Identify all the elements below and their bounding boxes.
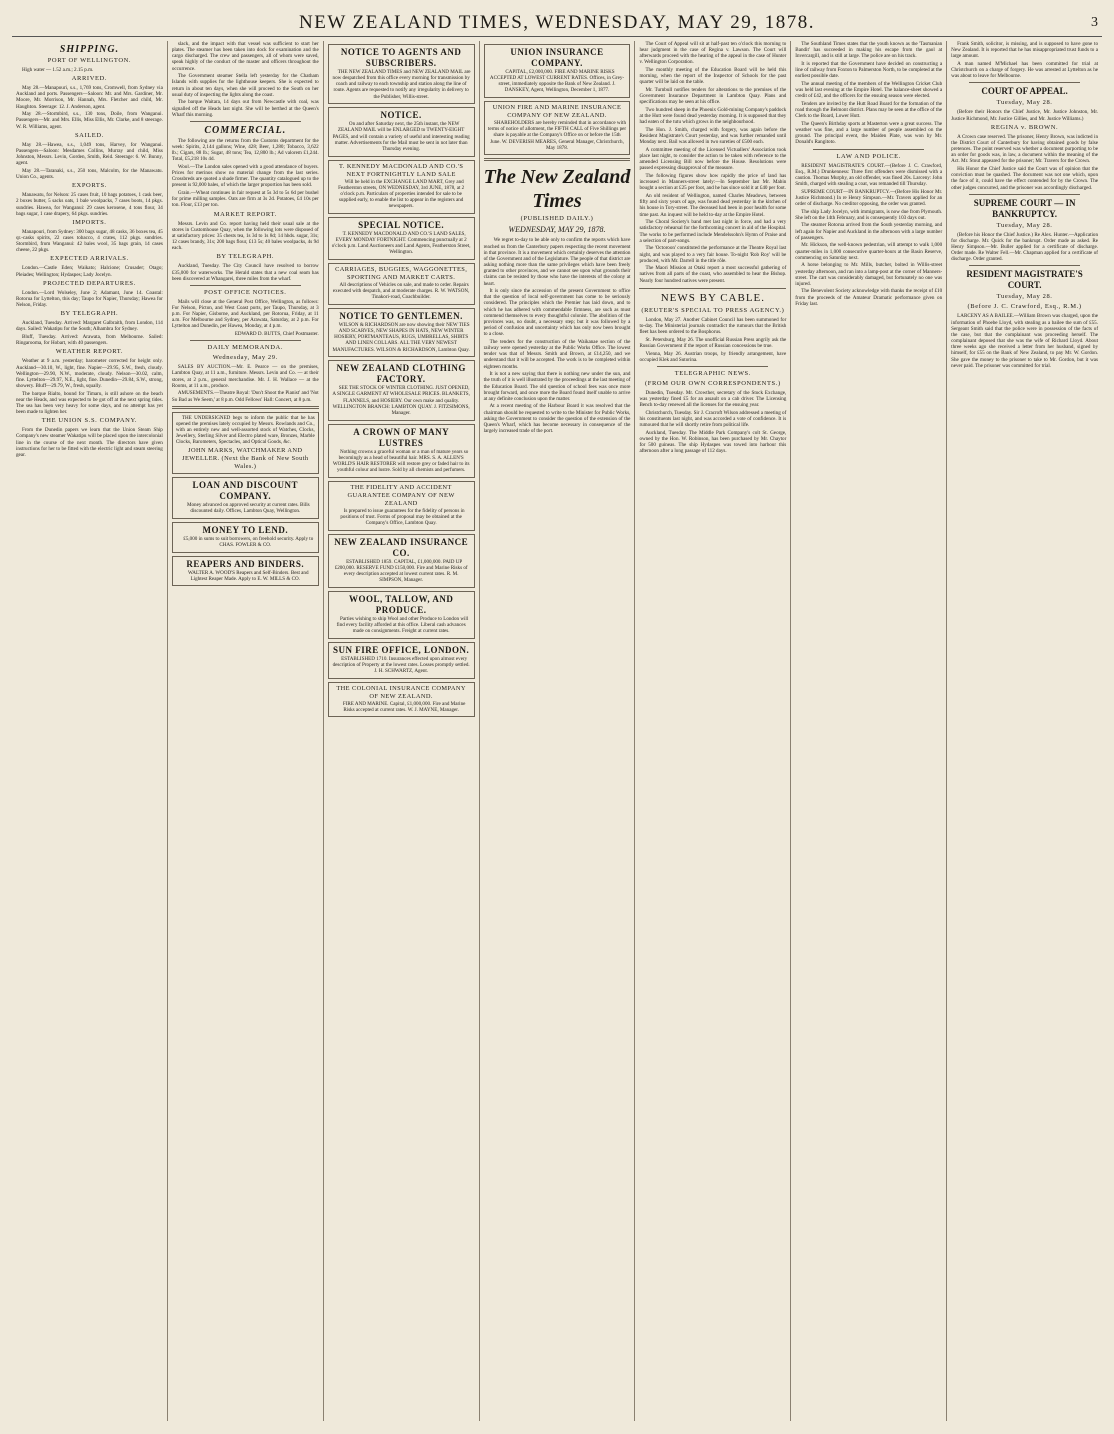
leader-paragraph: It is not a new saying that there is nothing new under the sun, and the truth of it is well illustrated by the proceedings at the last meeting of the Education Board. The old question of school fees was once more brought forward, and once more the Board found itself unable to arrive at any definite conclusion upon the matter. [483, 371, 631, 402]
divider [969, 194, 1080, 195]
ad-title: NOTICE TO GENTLEMEN. [339, 310, 463, 321]
column-1 [12, 41, 168, 1421]
news-paragraph: The steamer Rotorua arrived from the South yesterday morning, and left again for Napier and Auckland in the afternoon with a large number of passengers. [795, 222, 943, 241]
leader-paragraph: We regret to-day to be able only to confirm the reports which have reached us from the Canterbury papers respecting the recent movement in that province. It is a movement which certainly deserves the attention of the Government and of the Legislature. The people of that district are asking nothing more than the same privileges which have been freely granted to other provinces, and we cannot see upon what grounds their claims can be resisted by those who have the interests of the colony at heart. [483, 237, 631, 287]
news-paragraph: The Benevolent Society acknowledge with thanks the receipt of £10 from the proceeds of the Amateur Dramatic performance given on Friday last. [795, 288, 943, 307]
market-paragraph: Messrs. Levin and Co. report having held their usual sale at the stores in Customhouse Quay, when the following lots were disposed of at satisfactory prices: 35 chests tea, 1s 3d to 1s 8d; 14 hhds. sugar, 31s; 12 cases brandy, 31s; 200 bags flour, £13 5s; 40 bales woolpacks, 4s 9d each. [171, 220, 319, 252]
union-insurance-advertisement [484, 44, 631, 98]
land-sale-advertisement [328, 160, 475, 214]
column-5 [635, 41, 791, 1421]
columns [12, 41, 1102, 1421]
agents-notice-advertisement [328, 44, 475, 104]
news-paragraph: A horse belonging to Mr. Mills, butcher, bolted in Willis-street yesterday afternoon, and ran into a lamp-post at the corner of Manners-street. The cart was considerably damaged, but fortunately no one was injured. [795, 262, 943, 287]
ad-title: LOAN AND DISCOUNT COMPANY. [192, 480, 299, 501]
market-heading: MARKET REPORT. [213, 210, 277, 218]
leader-paragraph: It is only since the accession of the present Government to office that the question of local self-government has come to be seriously considered. The principles which the Premier has laid down, and to which he has adhered with commendable firmness, are such as must commend themselves to every thoughtful colonist. The abolition of the provinces was, no doubt, a necessary step; but it was followed by a period of confusion and uncertainty which has only now been brought to a close. [483, 288, 631, 338]
ad-body: Will be held in the EXCHANGE LAND MART, Grey and Featherston streets, ON WEDNESDAY, 3rd JUNE, 1878, at 2 o'clock p.m. Particulars of properties intended for sale to be supplied early, to enable the list to appear in the registers and newspapers. [338, 178, 465, 210]
memoranda-date: Wednesday, May 29. [212, 354, 278, 362]
ad-body: On and after Saturday next, the 25th instant, the NEW ZEALAND MAIL will be ENLARGED to TWENTY-EIGHT PAGES, and will contain a variety of useful and interesting reading matter. Advertisements for the Mail must be sent in not later than Thursday evening. [332, 121, 470, 152]
fidelity-advertisement [328, 481, 475, 531]
sun-fire-advertisement [328, 642, 475, 679]
ad-body: ESTABLISHED 1710. Insurances effected upon almost every description of Property at the lowest rates. Losses promptly settled. J. H. SCHWARTZ, Agent. [332, 655, 470, 674]
ad-body: WALTER A. WOOD'S Reapers and Self-Binders. Best and Lightest Reaper Made. Apply to E. W. MILLS & CO. [188, 569, 309, 582]
hair-restorer-advertisement [328, 424, 475, 478]
telegraphic-news-heading: TELEGRAPHIC NEWS. [674, 369, 751, 377]
news-paragraph: The Government steamer Stella left yesterday for the Chatham Islands with supplies for the lighthouse keepers. She is expected to return in about ten days, when she will proceed to the South on her usual duty of inspecting the lights along the coast. [171, 73, 319, 98]
column-2 [168, 41, 324, 1421]
carriages-advertisement [328, 263, 475, 305]
colonial-insurance-advertisement [328, 682, 475, 718]
arrival-entry: May 28.—Stormbird, s.s., 130 tons, Doile, from Wanganui. Passengers—Mr. and Mrs. Ellis, Miss Ellis, Mr. Clarke, and 8 steerage. W. R. Williams, agent. [16, 111, 163, 130]
ad-title: NOTICE TO AGENTS AND SUBSCRIBERS. [340, 47, 462, 68]
gentlemen-notice-advertisement [328, 308, 475, 357]
cable-paragraph: London, May 27. Another Cabinet Council has been summoned for to-day. The Ministerial journals contradict the rumours that the British fleet has been ordered to the Bosphorus. [639, 316, 787, 336]
resident-magistrate-bench: (Before J. C. Crawford, Esq., R.M.) [967, 303, 1082, 311]
divider [969, 265, 1080, 266]
watchmaker-advertisement [172, 412, 319, 474]
divider [969, 82, 1080, 83]
divider [190, 121, 301, 122]
high-water: High water — 1.52 a.m.; 2.15 p.m. [22, 67, 94, 73]
ad-title: NEW ZEALAND INSURANCE CO. [334, 536, 469, 558]
ad-title: UNION INSURANCE COMPANY. [510, 47, 604, 68]
divider [190, 340, 301, 341]
news-paragraph: It is reported that the Government have decided on constructing a line of railway from Foxton to Palmerston North, to be completed at the earliest possible date. [795, 60, 943, 80]
news-paragraph: Two hundred sheep in the Phoenix Gold-mining Company's paddock at the Hutt were found dead yesterday morning. It is supposed that they had eaten of the tutu which grows in the neighbourhood. [639, 107, 787, 126]
reapers-advertisement [172, 556, 319, 587]
ad-title: WOOL, TALLOW, AND PRODUCE. [348, 593, 454, 615]
resident-magistrate-date: Tuesday, May 28. [996, 293, 1053, 301]
news-paragraph: The ship Lady Jocelyn, with immigrants, is now due from Plymouth. She left on the 14th February, and is consequently 103 days out. [795, 208, 943, 221]
news-paragraph: A committee meeting of the Licensed Victuallers' Association took place last night, to consider the action to be taken with reference to the amended Licensing Bill now before the House. Resolutions were passed expressing disapproval of the measure. [639, 147, 787, 172]
memoranda-paragraph: AMUSEMENTS.—Theatre Royal: 'Don't Shoot the Pianist' and 'Not So Bad as We Seem,' at 8 p.m. Odd Fellows' Hall: Concert, at 8 p.m. [171, 390, 319, 403]
ad-title: SPECIAL NOTICE. [358, 219, 445, 230]
ad-title: NEW ZEALAND CLOTHING FACTORY. [336, 363, 466, 385]
appeal-date: Tuesday, May 28. [996, 99, 1053, 107]
news-paragraph: An old resident of Wellington, named Charles Meadows, between fifty and sixty years of age, was found dead yesterday in the kitchen of his house in Tory-street. The deceased had been in poor health for some time past. An inquest will be held to-day at the Empire Hotel. [639, 193, 787, 218]
telegraph-entry: Bluff, Tuesday. Arrived: Arawata, from Melbourne. Sailed: Ringarooma, for Hobart, with 40 passengers. [16, 334, 163, 347]
leader-paragraph: The tenders for the construction of the Waikanae section of the railway were opened yesterday at the Public Works Office. The lowest tender was that of Messrs. Smith and Brown, at £14,250, and we understand that it will be accepted. The work is to be completed within eighteen months. [483, 338, 631, 370]
divider [190, 285, 301, 286]
special-notice-advertisement [328, 217, 475, 260]
commercial-paragraph: Grain.—Wheat continues in fair request at 5s 3d to 5s 6d per bushel for prime milling samples. Oats are firm at 3s 2d. Potatoes, £4 10s per ton. Flour, £13 per ton. [171, 190, 319, 209]
news-paragraph: The Court of Appeal will sit at half-past ten o'clock this morning to hear judgment in the case of Regina v. Lawson. The Court will afterwards proceed with the hearing of the appeal in the case of Hunter v. Wellington Corporation. [639, 41, 787, 66]
news-paragraph: The Maori Mission at Otaki report a most successful gathering of natives from all parts of the coast, who assembled to hear the Bishop. Nearly four hundred natives were present. [639, 265, 787, 284]
ad-body: SHAREHOLDERS are hereby reminded that in accordance with terms of notice of allotment, the FIFTH CALL of Five Shillings per share is payable at the Company's Office on or before the 15th June. W. DEVERISH MEARES, General Manager, Christchurch, May 1878. [487, 120, 627, 151]
cable-paragraph: Vienna, May 26. Austrian troops, by friendly arrangement, have occupied Klek and Sutorina. [639, 350, 787, 363]
appeal-paragraph: His Honor the Chief Justice said the Court was of opinion that the conviction must be quashed. The document was not one which, upon the face of it, could have the effect contended for by the Crown. The other judges concurred, and the prisoner was accordingly discharged. [951, 166, 1099, 191]
news-paragraph: From the Dunedin papers we learn that the Union Steam Ship Company's new steamer Wakatipu will be placed upon the intercolonial line in the course of the next month. The directors have given instructions for her to be fitted with the electric light and steam steering gear. [16, 427, 163, 458]
supreme-court-date: Tuesday, May 28. [996, 221, 1053, 229]
ad-title: THE FIDELITY AND ACCIDENT GUARANTEE COMPANY OF NEW ZEALAND [347, 483, 455, 507]
news-paragraph: The Hon. J. Smith, charged with forgery, was again before the Resident Magistrate's Court yesterday, and was further remanded until Monday next. Bail was allowed in two sureties of £500 each. [639, 127, 787, 146]
ad-body: Is prepared to issue guarantees for the fidelity of persons in positions of trust. Forms of proposal may be obtained at the Company's Office, Lambton Quay. [340, 507, 465, 526]
telegraph-entry: Auckland, Tuesday. The City Council have resolved to borrow £35,000 for waterworks. The Herald states that a new coal seam has been discovered at Whangarei, three miles from the wharf. [171, 263, 319, 282]
projected-heading: PROJECTED DEPARTURES. [42, 279, 136, 287]
sailed-entry: May 28.—Taranaki, s.s., 250 tons, Malcolm, for the Manawatu. Union Co., agents. [16, 167, 163, 181]
imports-entry: Manapouri, from Sydney: 300 bags sugar, 48 casks, 36 boxes tea, 45 qr.-casks spirits, 22 cases tobacco, 4 crates, 112 pkgs. sundries. Stormbird, from Wanganui: 42 bales wool, 35 bags grain, 14 cases cheese, 22 pkgs. [16, 228, 163, 254]
published-daily: (PUBLISHED DAILY.) [520, 215, 594, 223]
ad-title: T. KENNEDY MACDONALD AND CO.'S NEXT FORTNIGHTLY LAND SALE [339, 162, 464, 178]
news-paragraph: Mr. Hickson, the well-known pedestrian, will attempt to walk 1,000 quarter-miles in 1,000 consecutive quarter-hours at the Basin Reserve, commencing on Saturday next. [795, 242, 943, 261]
newspaper-title: NEW ZEALAND TIMES, WEDNESDAY, MAY 29, 1878. [299, 12, 815, 33]
ad-body: £5,000 in sums to suit borrowers, on freehold security. Apply to CHAS. FOWLER & CO. [183, 535, 314, 548]
telegraphic-news-subheading: (FROM OUR OWN CORRESPONDENTS.) [645, 379, 781, 387]
ad-title: UNION FIRE AND MARINE INSURANCE COMPANY OF NEW ZEALAND. [492, 104, 622, 120]
leader-date: WEDNESDAY, MAY 29, 1878. [508, 225, 606, 235]
news-paragraph: Tenders are invited by the Hutt Road Board for the formation of the road through the Belmont district. Plans may be seen at the office of the Clerk to the Board, Lower Hutt. [795, 100, 943, 120]
ad-body: FIRE AND MARINE. Capital, £1,000,000. Fire and Marine Risks accepted at current rates. W. J. MAYNE, Manager. [342, 700, 466, 713]
commercial-paragraph: The following are the returns from the Customs department for the week: Spirits, 2,144 gallons; Wine, 428; Beer, 1,280; Tobacco, 3,622 lb.; Cigars, 88 lb.; Sugar, 48 tons; Tea, 12,800 lb.; Ad valorem £1,244. Total, £5,218 10s 4d. [171, 137, 319, 163]
telegraph-entry: Auckland, Tuesday. Arrived: Margaret Galbraith, from London, 114 days. Sailed: Wakatipu for the South; Alhambra for Sydney. [16, 320, 163, 333]
column-7 [947, 41, 1102, 1421]
telegraph-heading: BY TELEGRAPH. [60, 310, 119, 318]
expected-heading: EXPECTED ARRIVALS. [50, 255, 129, 263]
post-office-heading: POST OFFICE NOTICES. [204, 288, 287, 296]
column-3 [324, 41, 480, 1421]
cable-news-heading: NEWS BY CABLE. [639, 288, 786, 305]
shipping-heading: SHIPPING. [59, 44, 120, 55]
ad-body: All descriptions of Vehicles on sale, and made to order. Repairs executed with despatch, and at moderate charges. R. W. WATSON, Tinakori-road, Coachbuilder. [332, 281, 470, 301]
law-heading: LAW AND POLICE. [836, 152, 901, 160]
news-paragraph: The following figures show how rapidly the price of land has increased in Manners-street lately:—In September last Mr. Mabin bought a section at £25 per foot, and he has since sold it at £40 per foot. [639, 173, 787, 192]
sailed-heading: SAILED. [74, 131, 104, 139]
news-paragraph: slack, and the impact with that vessel was sufficient to start her plates. The steamer has been taken into dock for examination and the cargo discharged. The crew and passengers, all of whom were saved, speak highly of the conduct of the master and officers throughout the occurrence. [171, 41, 319, 72]
commercial-heading: COMMERCIAL. [204, 124, 287, 136]
telegraphic-paragraph: Christchurch, Tuesday. Sir J. Cracroft Wilson addressed a meeting of his constituents last night, and was accorded a vote of confidence. It is rumoured that he will shortly retire from political life. [639, 409, 787, 429]
commercial-paragraph: Wool.—The London sales opened with a good attendance of buyers. Prices for merinos show no material change from the last series. Crossbreds are quoted a shade firmer. The quantity catalogued up to the present is 92,000 bales, of which the larger proportion has been sold. [171, 164, 319, 189]
arrival-entry: May 28.—Manapouri, s.s., 1,769 tons, Cromwell, from Sydney via Auckland and ports. Passengers—Saloon: Mr. and Mrs. Gardiner, Mr. Moore, Mr. Morrison, Mr. Hannah, Mrs. Fletcher and child, Mr. Haughton. Steerage: 12. J. Anderson, agent. [16, 85, 163, 110]
resident-magistrate-heading: RESIDENT MAGISTRATE'S COURT. [966, 269, 1083, 291]
ad-body: Money advanced on approved security at current rates. Bills discounted daily. Offices, Lambton Quay, Wellington. [186, 502, 310, 515]
ad-title: MONEY TO LEND. [202, 524, 289, 535]
ad-body: THE NEW ZEALAND TIMES and NEW ZEALAND MAIL are now despatched from this office every morning for transmission by coach and railway to each township and station along the line of route. Agents are requested to notify any irregularity in delivery to the Publisher, Willis-street. [332, 69, 471, 100]
clothing-factory-advertisement [328, 360, 475, 420]
union-heading: THE UNION S.S. COMPANY. [41, 417, 138, 425]
weather-report: Weather at 9 a.m. yesterday; barometer corrected for height only. Auckland—30.10, W., light, fine. Napier—29.95, S.W., fresh, cloudy. Wellington—29.90, N.W., moderate, cloudy. Nelson—30.02, calm, fine. Lyttelton—29.97, N.E., light, fine. Dunedin—29.84, S.W., strong, showery. Bluff—29.79, W., fresh, squally. [16, 358, 163, 389]
arrived-heading: ARRIVED. [71, 75, 108, 83]
paper-nameplate: The New Zealand Times [483, 166, 631, 213]
supreme-court-heading: SUPREME COURT — IN BANKRUPTCY. [973, 197, 1076, 219]
double-divider [484, 158, 631, 161]
ad-body: ESTABLISHED 1859. CAPITAL, £1,000,000. PAID UP £200,000. RESERVE FUND £150,000. Fire and Marine Risks of every description accepted at lowest current rates. R. M. SIMPSON, Manager. [334, 558, 468, 584]
news-paragraph: The Southland Times states that the youth known as the 'Tasmanian Bandit' has succeeded in making his escape from the gaol at Invercargill, and is still at large. The police are on his track. [795, 41, 943, 60]
projected-entry: London.—Lord Wolseley, June 2; Adamant, June 14. Coastal: Rotorua for Lyttelton, this day; Taupo for Napier, Thursday; Hawea for Nelson, Friday. [16, 289, 163, 309]
ad-title: THE COLONIAL INSURANCE COMPANY OF NEW ZEALAND. [336, 684, 466, 700]
news-paragraph: A man named M'Michael has been committed for trial at Christchurch on a charge of forgery. He was arrested at Lyttelton as he was about to leave for Melbourne. [951, 60, 1099, 80]
expected-entry: London.—Castle Eden; Waikato; Halcione; Crusader; Otago; Pleiades; Wellington; Hydaspes; Lady Jocelyn. [16, 265, 163, 278]
news-paragraph: The Choral Society's band met last night in force, and had a very satisfactory rehearsal for the forthcoming concert in aid of the Hospital. The works to be performed include Mendelssohn's Hymn of Praise and a selection of part-songs. [639, 219, 787, 244]
law-paragraph: RESIDENT MAGISTRATE'S COURT.—(Before J. C. Crawford, Esq., R.M.) Drunkenness: Three first offenders were dismissed with a caution. Thomas Murphy, an old offender, was fined 20s. Larceny: John Smith, charged with stealing a coat, was remanded till Thursday. [795, 162, 943, 187]
money-advertisement [172, 522, 319, 553]
ad-title: NOTICE. [380, 110, 422, 121]
ad-body: Nothing crowns a graceful woman or a man of mature years so becomingly as a head of beautiful hair. MRS. S. A. ALLEN'S WORLD'S HAIR RESTORER will restore grey or faded hair to its youthful colour and lustre. Sold by all chemists and perfumers. [332, 448, 470, 473]
ad-title: SUN FIRE OFFICE, LONDON. [333, 644, 470, 655]
exports-entry: Manawatu, for Nelson: 25 cases fruit, 10 bags potatoes, 1 cask beer, 2 boxes butter, 5 sacks oats, 1 bale woolpacks, 7 cases boots, 14 pkgs. sundries. Hawea, for Wanganui: 29 cases kerosene, 4 tons flour, 34 bags sugar, 1 case drapery, 64 pkgs. sundries. [16, 192, 163, 217]
ad-title: REAPERS AND BINDERS. [186, 558, 305, 569]
telegraph-heading: BY TELEGRAPH. [216, 253, 275, 261]
telegraphic-paragraph: Dunedin, Tuesday. Mr. Crowther, secretary of the Stock Exchange, was yesterday fined £5 for an assault on a cab driver. The Licensing Bench to-day renewed all the licenses for the ensuing year. [639, 389, 787, 409]
imports-heading: IMPORTS. [72, 218, 107, 226]
page-number: 3 [1091, 15, 1098, 30]
ad-body: SEE THE STOCK OF WINTER CLOTHING. JUST OPENED, A SINGLE GARMENT AT WHOLESALE PRICES. BLANKETS, FLANNELS, and HOSIERY. Our own make and quality. WELLINGTON BRANCH: LAMBTON QUAY. J. FITZSIMONS, Manager. [332, 385, 470, 416]
news-paragraph: Frank Smith, solicitor, is missing, and is supposed to have gone to New Zealand. It is reported that he has misappropriated trust funds to a large amount. [951, 41, 1099, 60]
divider [657, 366, 768, 367]
cable-paragraph: St. Petersburg, May 26. The unofficial Russian Press angrily ask the Russian Government if the report of Russian concessions be true. [639, 336, 787, 349]
loan-advertisement [172, 477, 319, 519]
news-paragraph: The barque Waitara, 14 days out from Newcastle with coal, was signalled off the Heads last night. She will be berthed at the Queen's Wharf this morning. [171, 99, 319, 118]
column-4 [480, 41, 636, 1421]
appeal-case-title: REGINA v. BROWN. [990, 123, 1059, 131]
union-fire-advertisement [484, 101, 631, 155]
exports-heading: EXPORTS. [71, 182, 107, 190]
ad-title: CARRIAGES, BUGGIES, WAGGONETTES, SPORTING AND MARKET CARTS. [335, 265, 468, 281]
ad-body: WILSON & RICHARDSON are now showing their NEW TIES AND SCARVES, NEW SHAPES IN HATS, NEW WINTER HOSIERY, PORTMANTEAUS, RUGS, UMBRELLAS, SHIRTS AND LINEN COLLARS. ALL THE VERY NEWEST MANUFACTURES. WILSON & RICHARDSON, Lambton Quay. [332, 321, 470, 353]
mail-notice-advertisement [328, 107, 475, 156]
sailed-entry: May 28.—Hawea, s.s., 1,049 tons, Harvey, for Wanganui. Passengers—Saloon: Mesdames Collins, Murray and child, Miss Johnston, Messrs. Levin, Gorden, Smith, Reid. Steerage: 6. W. Bunny, agent. [16, 141, 163, 167]
weather-heading: WEATHER REPORT. [55, 348, 124, 356]
wool-advertisement [328, 591, 475, 639]
supreme-court-paragraph: (Before his Honor the Chief Justice.) Re Alex. Hunter.—Application for discharge. Mr. Quick for the bankrupt. Order made as asked. Re Henry Simpson.—Mr. Buller applied for a certificate of discharge. Order made. Re Walter Fell.—Mr. Chapman applied for a certificate of discharge. Order granted. [951, 231, 1099, 263]
leading-article [484, 237, 631, 434]
postmaster-signature: EDWARD D. BUTTS, Chief Postmaster. [234, 331, 319, 338]
ad-body: THE UNDERSIGNED begs to inform the public that he has opened the premises lately occupied by Messrs. Rowlands and Co., with an entirely new and well-assorted stock of Watches, Clocks, Jewellery, Sterling Silver and Electro plated ware, Bronzes, Marble Clocks, Barometers, Spectacles, and Optical Goods, &c. [175, 414, 315, 446]
masthead [12, 10, 1102, 37]
news-paragraph: The 'Octoroon' constituted the performance at the Theatre Royal last night, and was played to a very fair house. To-night 'Rob Roy' will be produced, with Mr. Darrell in the title rôle. [639, 245, 787, 264]
resident-magistrate-paragraph: LARCENY AS A BAILEE.—William Brown was charged, upon the information of Phoebe Lloyd, with stealing as a bailee the sum of £55. Sergeant Smith said that the police were in possession of the facts of the case, but that the complainant was proceeding herself. The complainant deposed that she was the wife of Richard Lloyd. About three weeks ago she received a letter from her husband, signed by himself, for £55 on the Bank of New Zealand, to pay Mr. W. Gordon. She gave the money to the prisoner to take to Mr. Gordon, but it was never paid. The prisoner was committed for trial. [951, 313, 1099, 369]
leader-paragraph: At a recent meeting of the Harbour Board it was resolved that the chairman should be requested to write to the Minister for Public Works, asking the Government to consider the question of the extension of the Queen's Wharf, which has become necessary in consequence of the largely increased trade of the port. [483, 403, 631, 435]
ad-body: Parties wishing to ship Wool and other Produce to London will find every facility afforded at this office. Liberal cash advances made on consignments. Freight at current rates. [336, 615, 469, 635]
law-paragraph: SUPREME COURT—IN BANKRUPTCY.—(Before His Honor Mr. Justice Richmond.) In re Henry Simpson.—Mr. Travers applied for an order of discharge. No creditor opposing, the order was granted. [795, 188, 943, 207]
cable-news-subheading: (REUTER'S SPECIAL TO PRESS AGENCY.) [641, 306, 785, 314]
appeal-paragraph: A Crown case reserved. The prisoner, Henry Brown, was indicted in the District Court of Canterbury for having obtained goods by false pretences. The point reserved was whether a document purporting to be an order for goods was, in law, a document within the meaning of the Act. Mr. Stout appeared for the prisoner; Mr. Travers for the Crown. [951, 133, 1099, 165]
memoranda-paragraph: SALES BY AUCTION.—Mr. E. Pearce — on the premises, Lambton Quay, at 11 a.m., furniture. Messrs. Levin and Co. — at their stores, at 2 p.m., general merchandise. Mr. J. H. Wallace — at the Rooms, at 11 a.m., produce. [171, 364, 319, 389]
port-heading: PORT OF WELLINGTON. [47, 57, 132, 64]
ad-body: CAPITAL, £2,000,000. FIRE AND MARINE RISKS ACCEPTED AT LOWEST CURRENT RATES. Offices, in Grey-street, immediately opposite the Bank of New Zealand. J. DANSKEY, Agent, Wellington, December 1, 1877. [489, 69, 625, 94]
divider [813, 149, 924, 150]
column-6 [791, 41, 947, 1421]
nz-insurance-advertisement [328, 534, 475, 588]
telegraphic-paragraph: Auckland, Tuesday. The Middle Park Company's colt St. George, owned by the Hon. W. Robinson, has been purchased by Mr. Chaytor for 500 guineas. The ship Hydaspes was towed into harbour this afternoon after a long passage of 112 days. [639, 429, 787, 455]
news-paragraph: Mr. Turnbull notifies tenders for alterations to the premises of the Government Insurance Department in Lambton Quay. Plans and specifications may be seen at his office. [639, 87, 787, 106]
memoranda-heading: DAILY MEMORANDA. [207, 344, 284, 352]
appeal-bench: (Before their Honors the Chief Justice, Mr. Justice Johnston, Mr. Justice Richmond, Mr. Justice Gillies, and Mr. Justice Williams.) [951, 109, 1099, 122]
double-divider [172, 406, 319, 409]
appeal-heading: COURT OF APPEAL. [981, 86, 1068, 97]
news-paragraph: The Queen's Birthday sports at Masterton were a great success. The weather was fine, and a large number of people assembled on the ground. The principal event, the Maiden Plate, was won by Mr. Donald's Rangitoto. [795, 120, 943, 146]
ad-body: T. KENNEDY MACDONALD AND CO.'S LAND SALES, EVERY MONDAY FORTNIGHT. Commencing punctually at 2 o'clock p.m. Land Auctioneers and Land Agents, Featherston Street, Wellington. [331, 230, 471, 256]
news-paragraph: The monthly meeting of the Education Board will be held this morning, when the report of the Inspector of Schools for the past quarter will be laid on the table. [639, 67, 787, 86]
post-office-paragraph: Mails will close at the General Post Office, Wellington, as follows: For Nelson, Picton, and West Coast ports, per Taupo, Thursday, at 3 p.m. For Napier, Gisborne, and Auckland, per Rotorua, Friday, at 11 a.m. For Melbourne and Sydney, per Arawata, Saturday, at 2 p.m. For Lyttelton and Dunedin, per Hawea, Monday, at 4 p.m. [171, 298, 319, 330]
ad-title: JOHN MARKS, WATCHMAKER AND JEWELLER. (Next the Bank of New South Wales.) [182, 447, 309, 470]
news-paragraph: The barque Rialto, bound for Timaru, is still ashore on the beach near the Heads, and was expected to be got off at the next spring tides. The sea has been very heavy for some days, and no attempt has yet been made to lighten her. [16, 390, 163, 416]
ad-title: A CROWN OF MANY LUSTRES [353, 426, 450, 448]
news-paragraph: The annual meeting of the members of the Wellington Cricket Club was held last evening at the Empire Hotel. The balance-sheet showed a credit of £42, and the officers for the ensuing season were elected. [795, 80, 943, 100]
